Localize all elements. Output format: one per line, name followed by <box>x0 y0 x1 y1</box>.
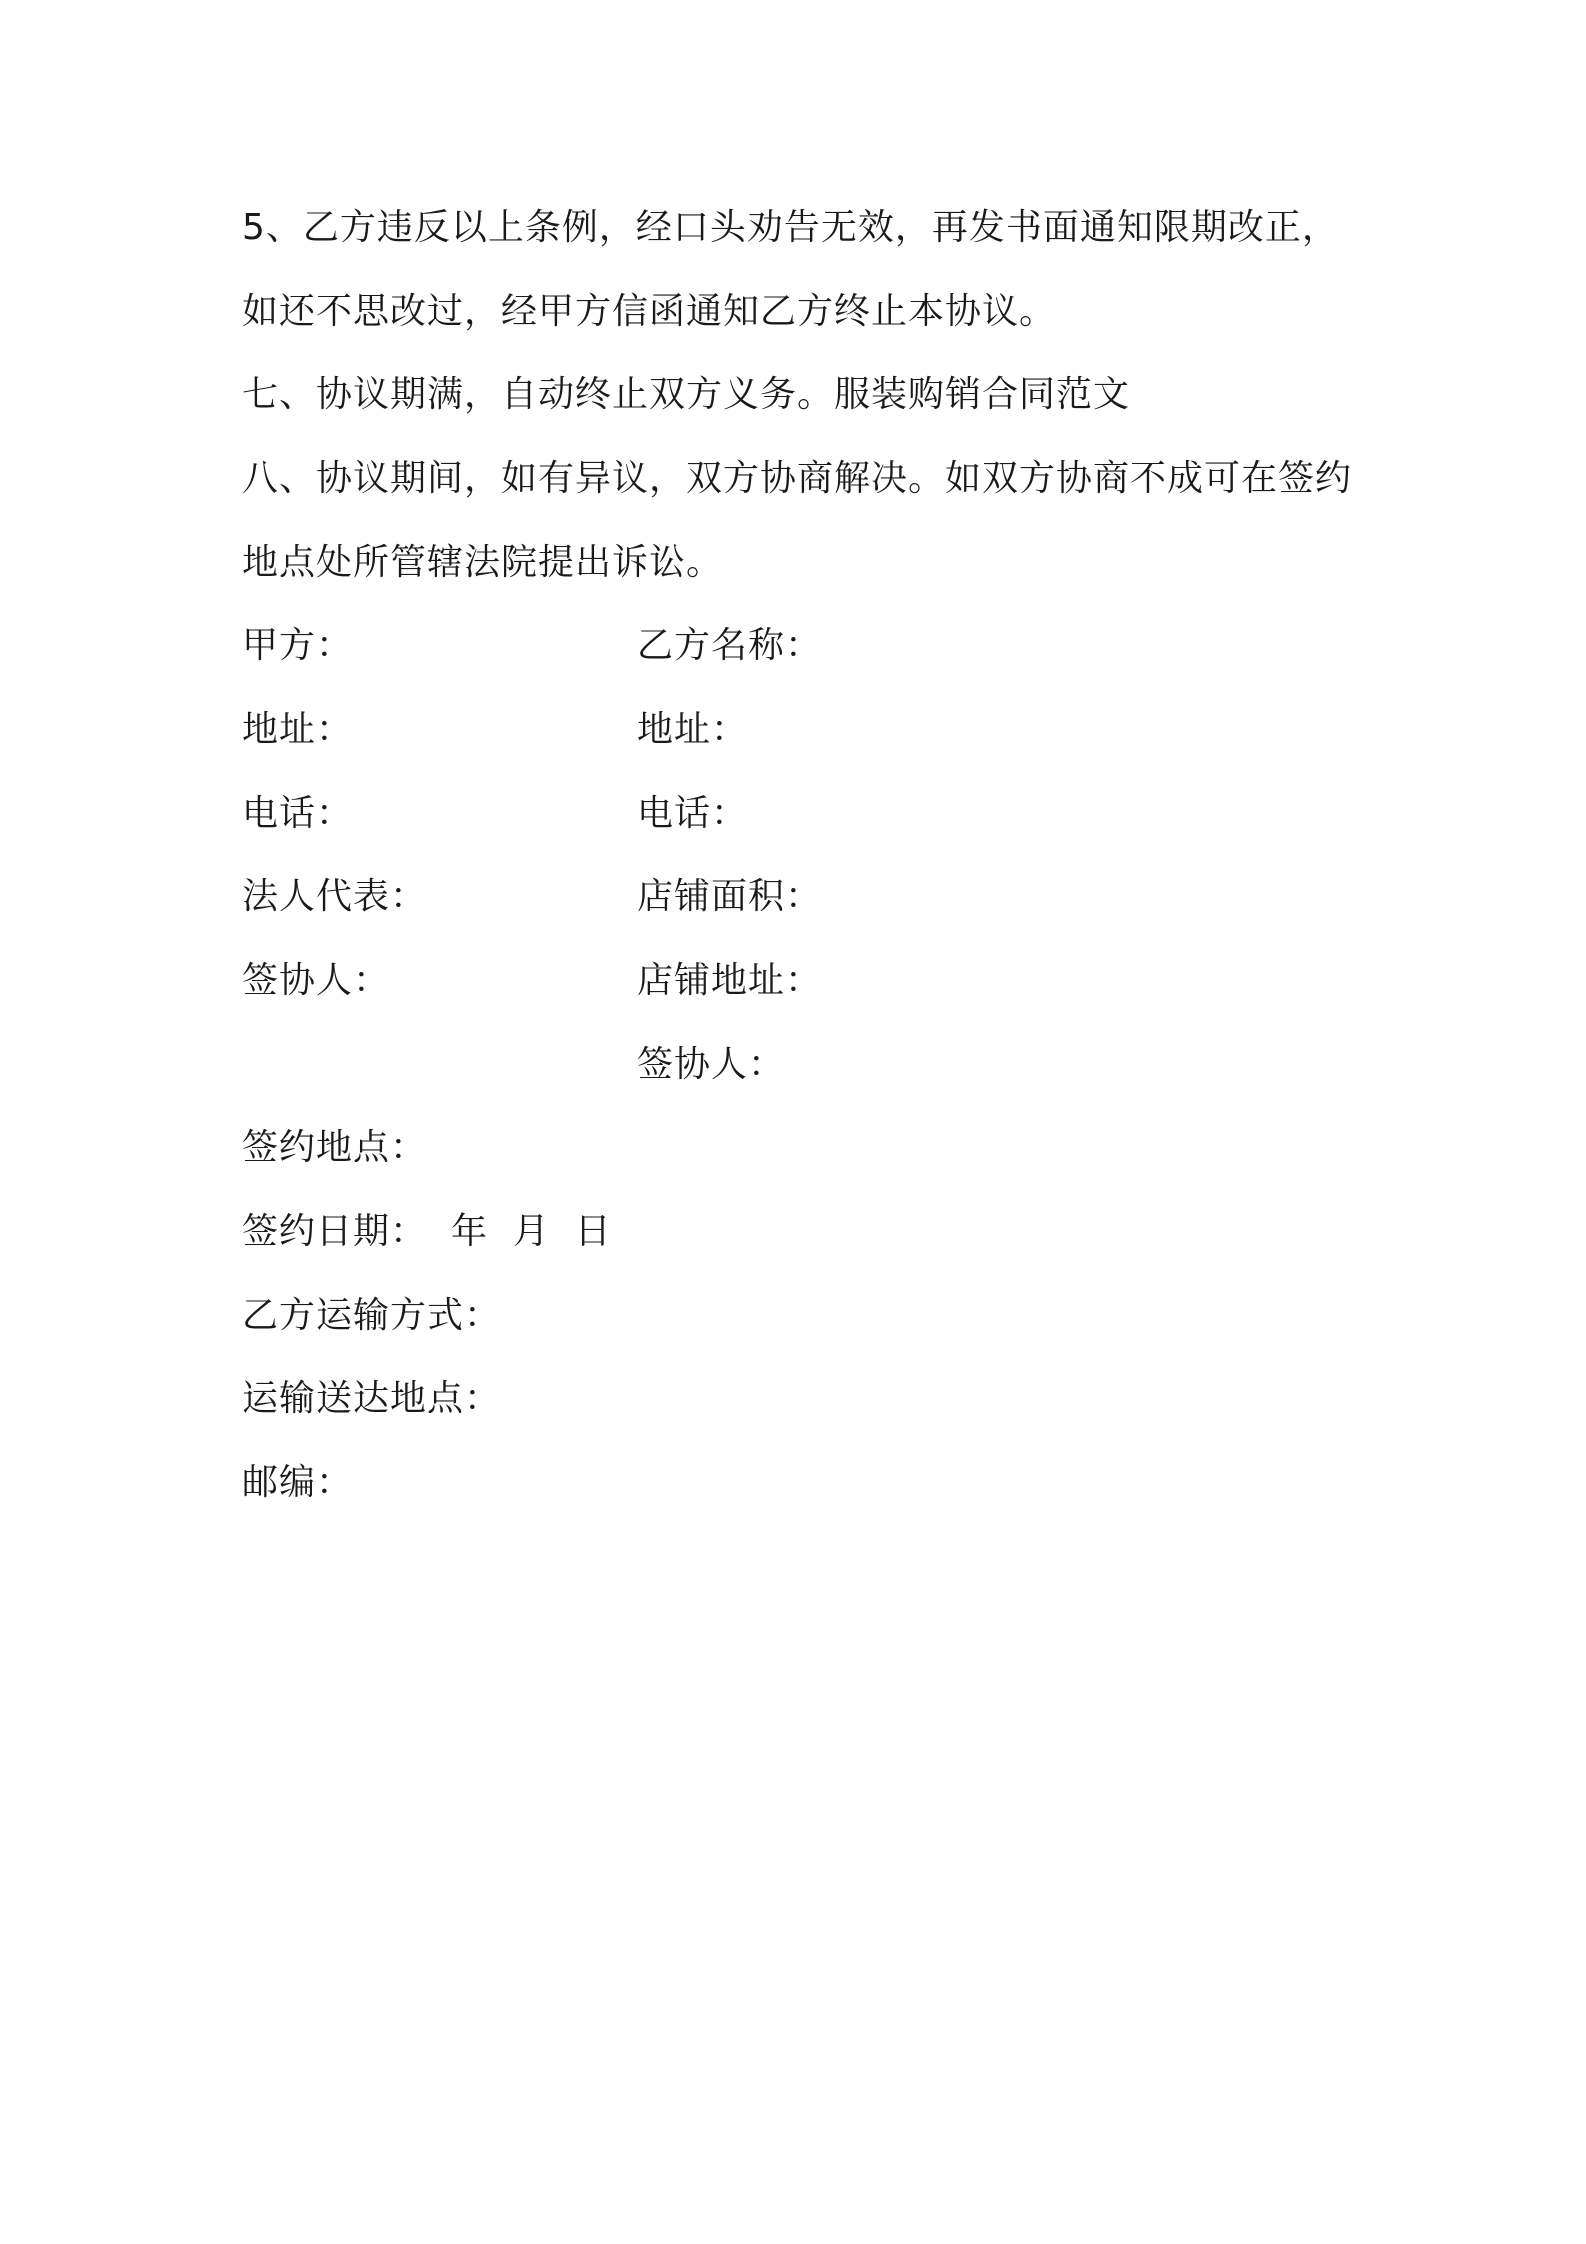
clause-7: 七、协议期满，自动终止双方义务。服装购销合同范文 <box>242 374 1131 415</box>
signing-place-label: 签约地点： <box>242 1127 428 1168</box>
postcode-label: 邮编： <box>242 1462 354 1503</box>
party-b-store-area-label: 店铺面积： <box>637 876 823 917</box>
clause-8-line-1: 八、协议期间，如有异议，双方协商解决。如双方协商不成可在签约 <box>242 458 1353 499</box>
clause-8-line-2: 地点处所管辖法院提出诉讼。 <box>242 542 724 583</box>
party-b-signatory-label: 签协人： <box>637 1044 786 1085</box>
clause-5-line-1: 5、乙方违反以上条例，经口头劝告无效，再发书面通知限期改正， <box>242 207 1339 248</box>
party-a-address-label: 地址： <box>242 709 354 750</box>
party-b-phone-label: 电话： <box>637 793 749 834</box>
signing-date-placeholder: 年 月 日 <box>451 1211 612 1252</box>
party-b-address-label: 地址： <box>637 709 749 750</box>
party-a-phone-label: 电话： <box>242 793 354 834</box>
shipping-destination-label: 运输送达地点： <box>242 1378 502 1419</box>
party-a-name-label: 甲方： <box>242 625 354 666</box>
clause-5-line-2: 如还不思改过，经甲方信函通知乙方终止本协议。 <box>242 291 1057 332</box>
shipping-method-label: 乙方运输方式： <box>242 1295 502 1336</box>
party-a-legal-rep-label: 法人代表： <box>242 876 428 917</box>
party-b-name-label: 乙方名称： <box>637 625 823 666</box>
signing-date-label: 签约日期： <box>242 1211 428 1252</box>
party-a-signatory-label: 签协人： <box>242 960 391 1001</box>
signing-date-row <box>242 1210 612 1254</box>
party-b-store-address-label: 店铺地址： <box>637 960 823 1001</box>
